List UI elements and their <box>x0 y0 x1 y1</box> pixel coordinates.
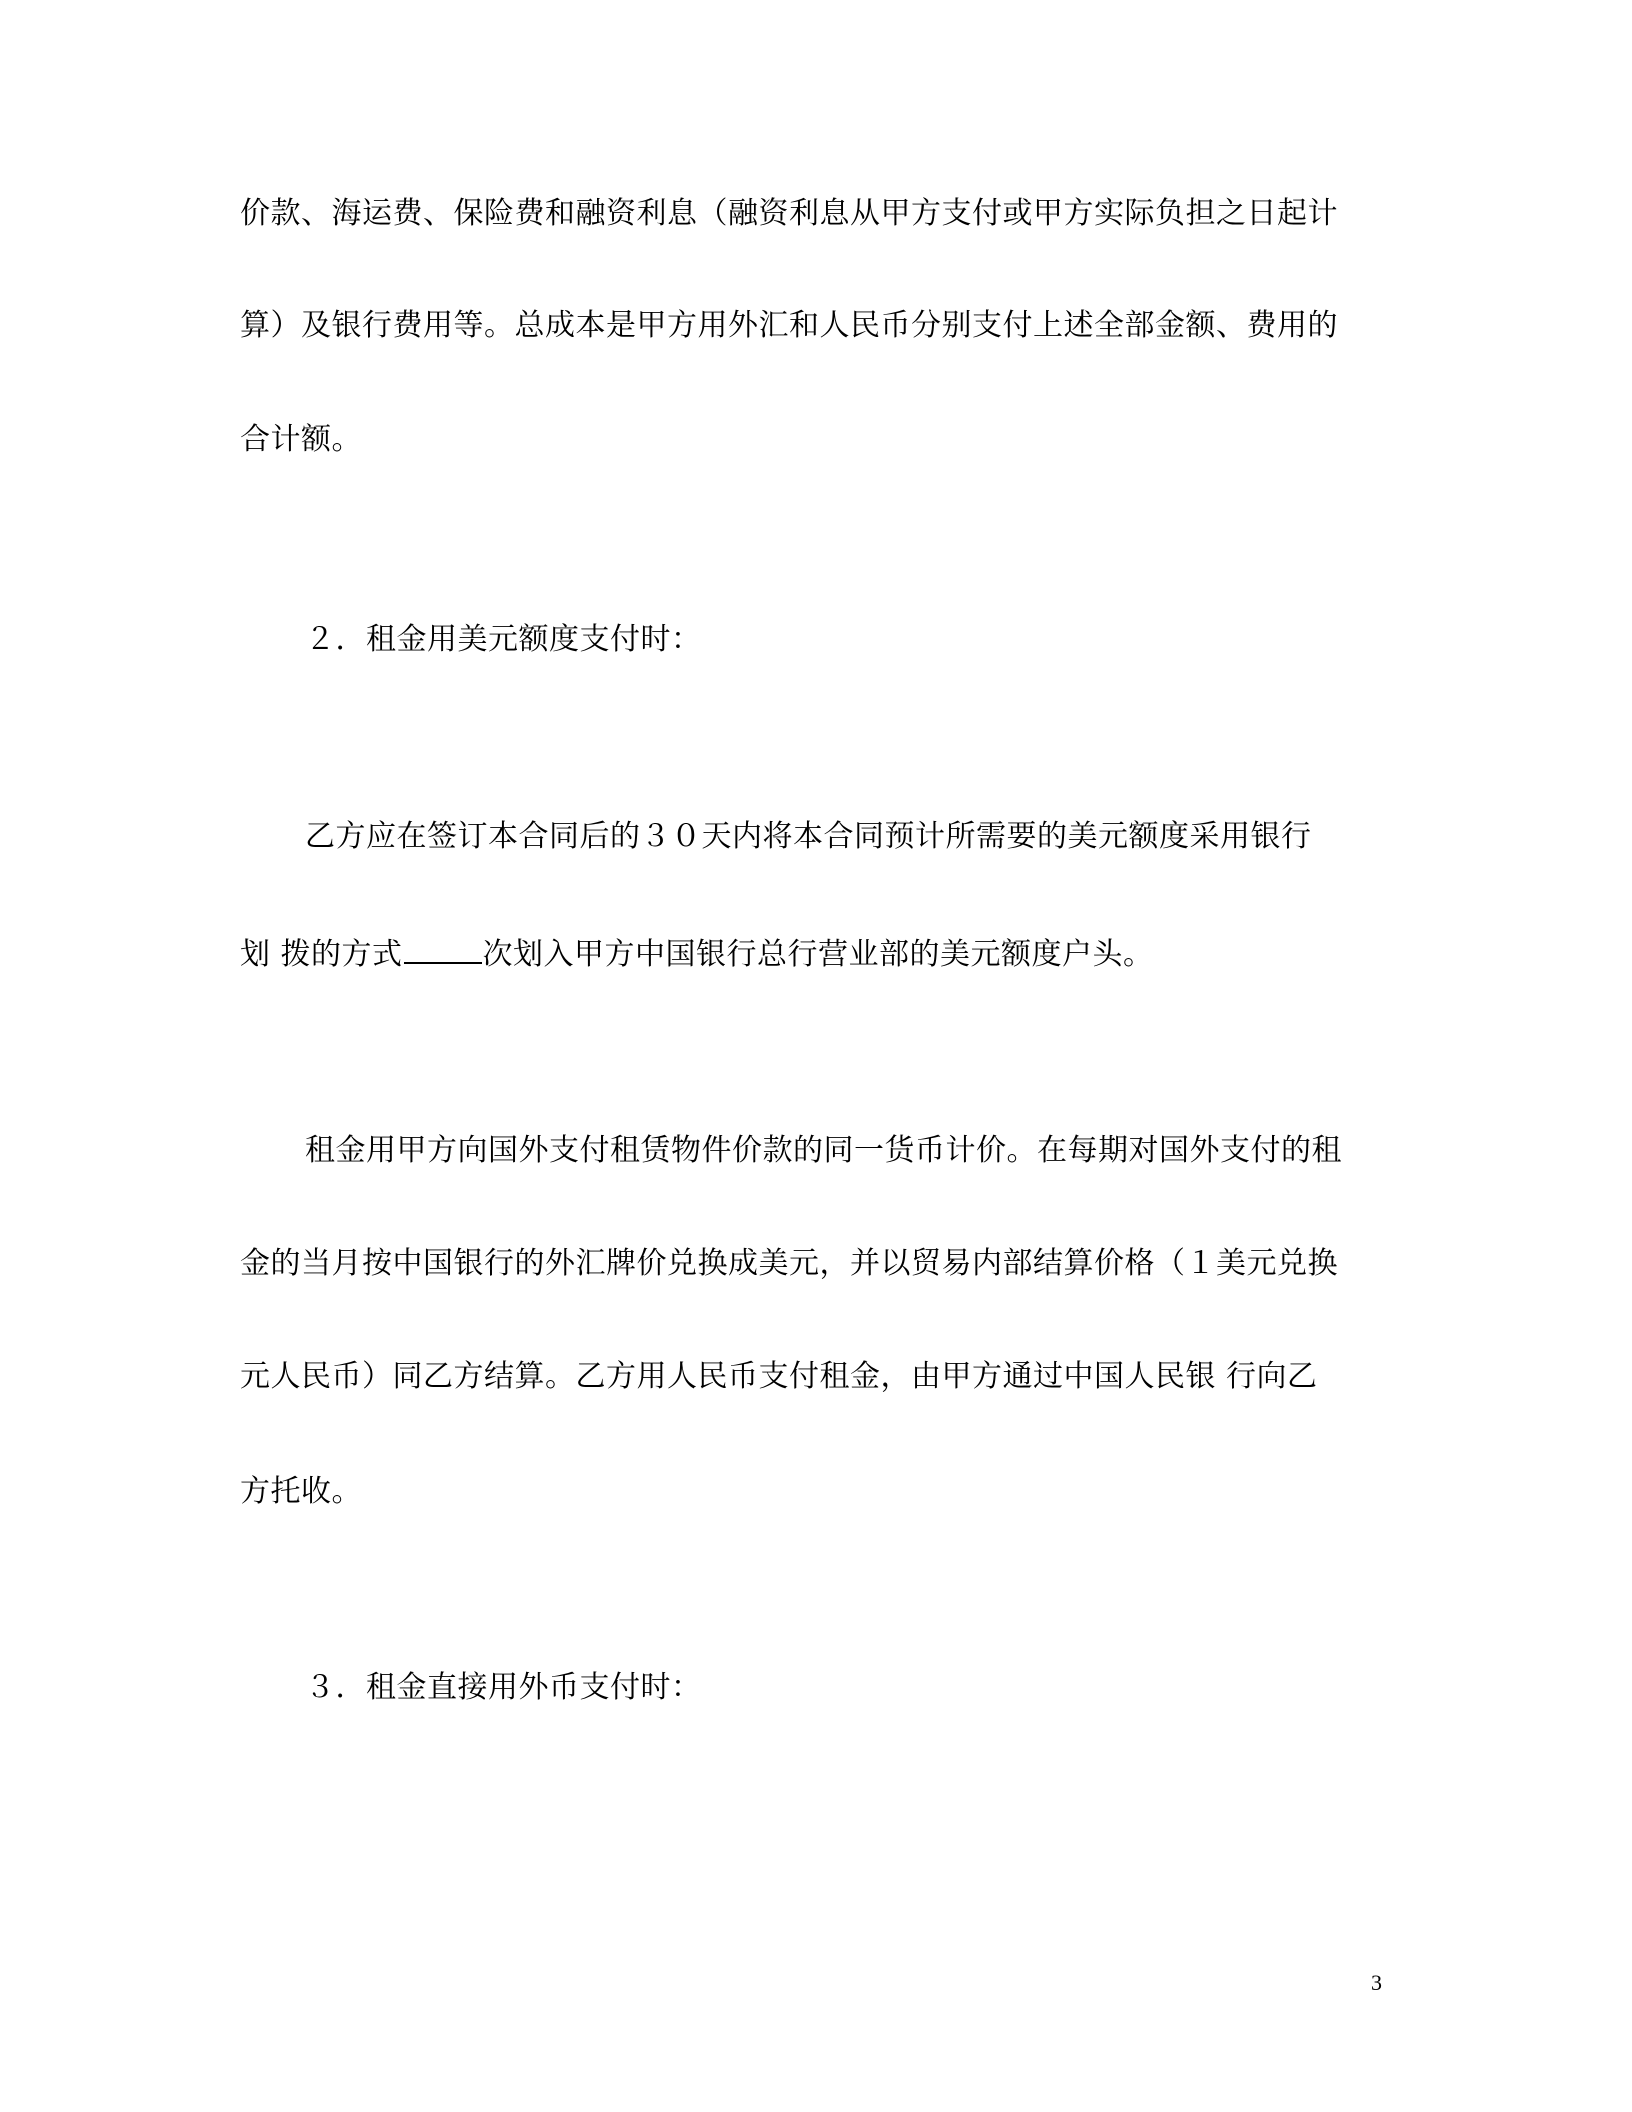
paragraph-1-line-2: 算）及银行费用等。总成本是甲方用外汇和人民币分别支付上述全部金额、费用的 <box>240 308 1338 343</box>
paragraph-2-line-2-before-blank: 划 拨的方式 <box>240 937 403 972</box>
paragraph-2-line-1: 乙方应在签订本合同后的３０天内将本合同预计所需要的美元额度采用银行 <box>305 819 1312 854</box>
fill-in-blank <box>404 932 482 964</box>
paragraph-1-line-3: 合计额。 <box>240 422 362 457</box>
paragraph-3-line-1: 租金用甲方向国外支付租赁物件价款的同一货币计价。在每期对国外支付的租 <box>305 1133 1342 1168</box>
page-number: 3 <box>1371 1970 1382 1995</box>
paragraph-3-line-4: 方托收。 <box>240 1474 362 1509</box>
paragraph-3-line-2: 金的当月按中国银行的外汇牌价兑换成美元，并以贸易内部结算价格（１美元兑换 <box>240 1246 1338 1281</box>
section-heading-3: ３．租金直接用外币支付时： <box>305 1670 702 1705</box>
paragraph-2-line-2 <box>240 932 1154 975</box>
paragraph-1-line-1: 价款、海运费、保险费和融资利息（融资利息从甲方支付或甲方实际负担之日起计 <box>240 196 1338 231</box>
section-heading-2: ２．租金用美元额度支付时： <box>305 622 702 657</box>
paragraph-2-line-2-after-blank: 次划入甲方中国银行总行营业部的美元额度户头。 <box>482 937 1154 972</box>
paragraph-3-line-3: 元人民币）同乙方结算。乙方用人民币支付租金，由甲方通过中国人民银 行向乙 <box>240 1359 1318 1394</box>
